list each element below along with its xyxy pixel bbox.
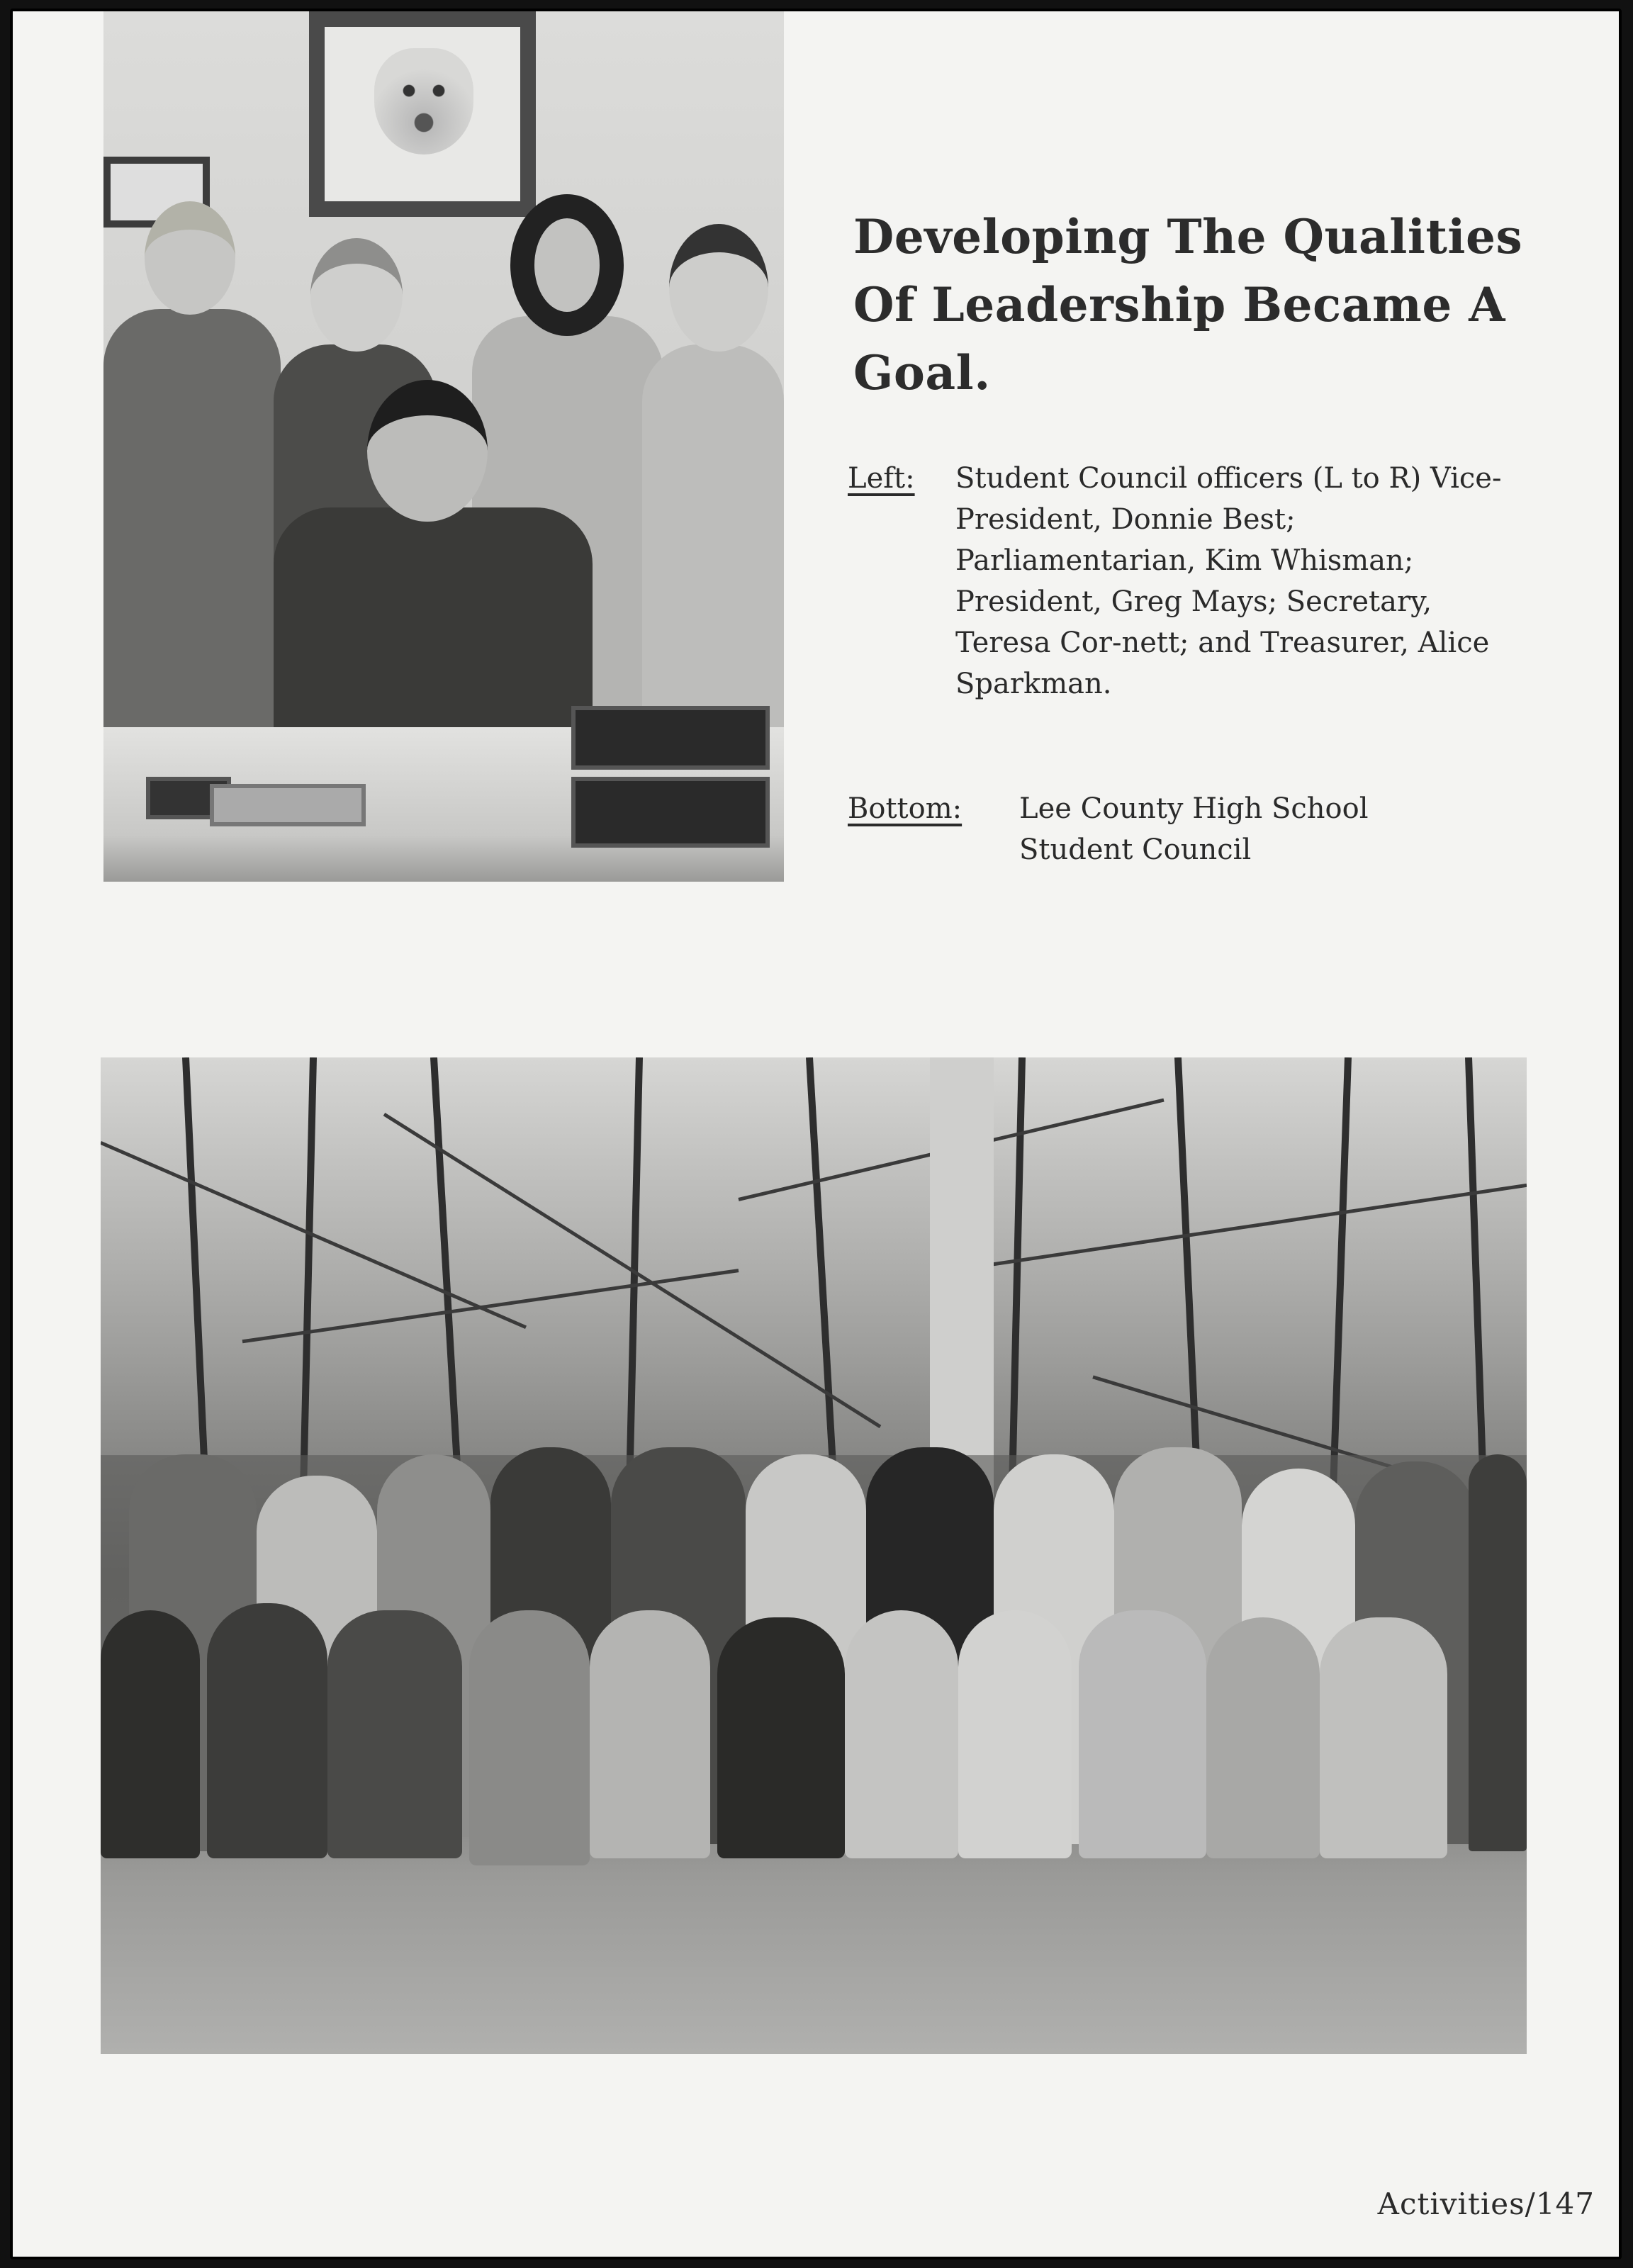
desk-box — [210, 784, 366, 826]
person-silhouette — [1079, 1610, 1206, 1858]
person-silhouette — [845, 1610, 958, 1858]
caption-left-text: Student Council officers (L to R) Vice-President, Donnie Best; Parliamentarian, Kim Whisman; President, Greg Mays; Secretary, Teresa Cor-nett; and Treasurer, Alice Sparkman. — [955, 462, 1502, 700]
caption-bottom-label: Bottom: — [848, 792, 963, 825]
yearbook-page — [10, 9, 1622, 2259]
person-head — [145, 201, 235, 315]
person-silhouette — [101, 1610, 200, 1858]
person-silhouette — [327, 1610, 462, 1858]
caption-bottom-line-2: Student Council — [1019, 833, 1252, 866]
title-line-1: Developing The Qualities — [853, 209, 1523, 264]
person-silhouette — [1206, 1617, 1320, 1858]
person-head — [669, 224, 768, 352]
person-head — [510, 194, 624, 336]
title-line-3: Goal. — [853, 345, 991, 400]
page-number: Activities/147 — [1377, 2186, 1595, 2221]
caption-bottom-line-1: Lee County High School — [1019, 792, 1369, 825]
person-silhouette — [642, 344, 784, 741]
desk-tray — [571, 706, 770, 770]
person-head — [367, 380, 488, 522]
page-title — [853, 203, 1548, 407]
title-line-2: Of Leadership Became A — [853, 277, 1506, 332]
caption-bottom-text — [1019, 788, 1515, 870]
person-silhouette — [207, 1603, 327, 1858]
group-photo — [101, 1057, 1527, 2054]
front-row — [101, 1582, 1527, 1880]
framed-bobcat-picture — [309, 11, 536, 217]
person-silhouette — [1320, 1617, 1447, 1858]
bobcat-icon — [374, 48, 473, 155]
person-silhouette — [469, 1610, 590, 1865]
person-silhouette — [274, 507, 593, 741]
officers-photo — [103, 11, 784, 882]
person-silhouette — [958, 1610, 1072, 1858]
caption-left-label: Left: — [848, 462, 915, 495]
person-silhouette — [103, 309, 281, 763]
person-head — [310, 238, 403, 352]
person-silhouette — [717, 1617, 845, 1858]
desk-tray — [571, 777, 770, 848]
person-silhouette — [590, 1610, 710, 1858]
